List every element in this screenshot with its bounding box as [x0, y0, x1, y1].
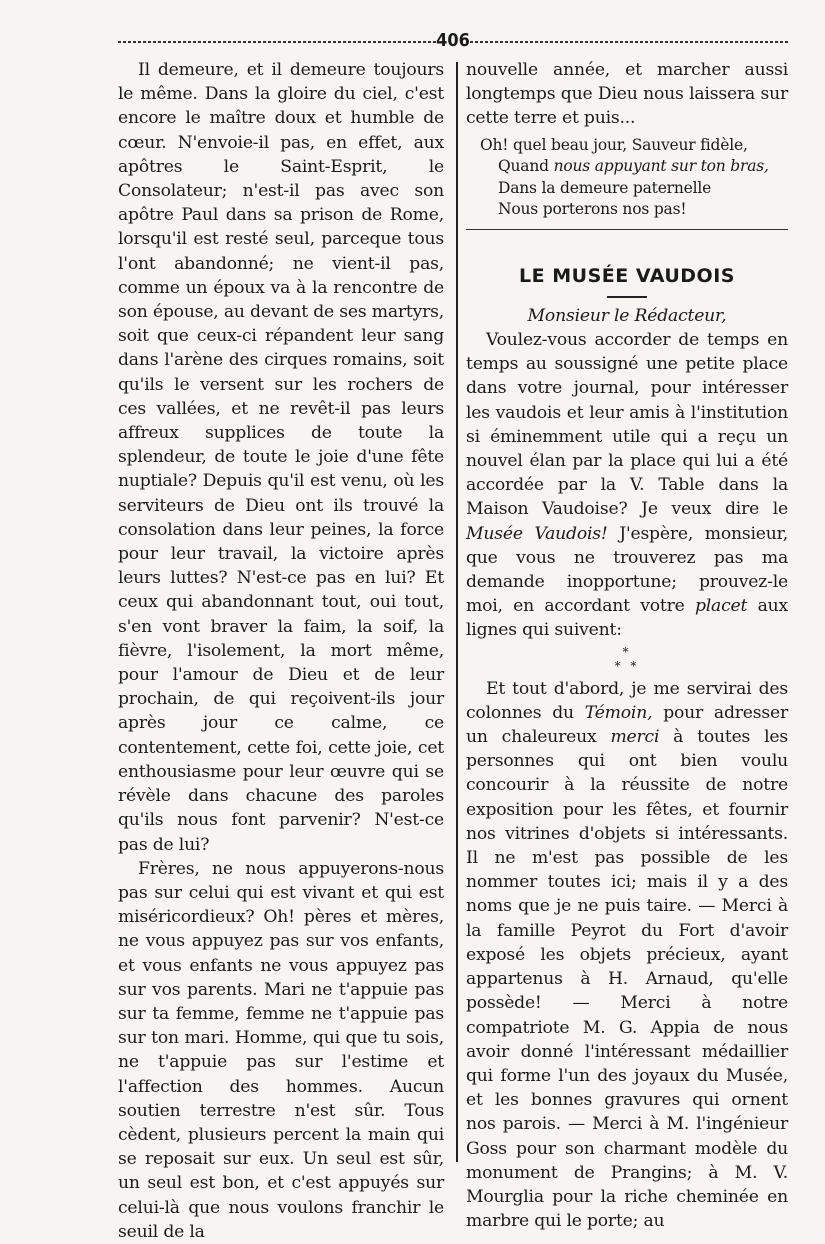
- section-title: LE MUSÉE VAUDOIS: [519, 264, 735, 287]
- hymn-verse: [480, 135, 788, 221]
- section-separator-stars: [466, 645, 788, 673]
- verse-line-2-italic: nous appuyant sur ton bras,: [553, 157, 769, 176]
- p2-text-c: à toutes les personnes qui ont bien voulu concourir à la réussite de notre exposition pour les fêtes, et fournir nos vitrines d'objets si intéressants. Il ne m'est pas possible de les nommer toutes ici; mais il y a des noms que je ne puis taire. — Merci à la famille Peyrot du Fort d'avoir exposé les objets précieux, ayant appartenus à H. Arnaud, qu'elle possède! — Merci à notre compatriote M. G. Appia de nous avoir donné l'intéressant médaillier qui forme l'un des joyaux du Musée, et les bonnes gravures qui ornent nos parois. — Merci à M. l'ingénieur Goss pour son charmant modèle du monument de Prangins; à M. V. Mourglia pour la riche cheminée en marbre qui le porte; au: [466, 727, 788, 1232]
- verse-rule: [466, 229, 788, 230]
- p2-text-b: pour adresser un chaleureux: [466, 702, 788, 748]
- header-rule-left: [118, 41, 436, 43]
- page-header: [118, 30, 788, 50]
- verse-line-4: Nous porterons nos pas!: [498, 200, 687, 219]
- verse-line-2: [480, 156, 788, 178]
- right-paragraph-2: [466, 677, 788, 1234]
- header-rule-right: [470, 41, 788, 43]
- right-column: [466, 58, 788, 1233]
- p1-text-c: aux lignes qui suivent:: [466, 596, 788, 641]
- p1-text-a: Voulez-vous accorder de temps en temps au soussigné une petite place dans votre journal, pour intéresser les vaudois et leur amis à l'institution si éminemment utile qui a reçu un nouvel élan par la place qui lui a été accordée par la V. Table dans la Maison Vaudoise? Je veux dire le: [466, 330, 788, 520]
- left-paragraph-2: Frères, ne nous appuyerons-nous pas sur celui qui est vivant et qui est miséricordieux? Oh! pères et mères, ne vous appuyez pas sur vos enfants, et vous enfants ne vous appuyez pas sur vos parents. Mari ne t'appuie pas sur ta femme, femme ne t'appuie pas sur ton mari. Homme, qui que tu sois, ne t'appuie pas sur l'estime et l'affection des hommes. Aucun soutien terrestre n'est sûr. Tous cèdent, plusieurs percent la main qui se reposait sur eux. Un seul est sûr, un seul est bon, et c'est appuyés sur celui-là que nous voulons franchir le seuil de la: [118, 858, 444, 1242]
- right-paragraph-1: [466, 328, 788, 643]
- verse-line-1: Oh! quel beau jour, Sauveur fidèle,: [480, 135, 748, 154]
- p1-text-b: J'espère, monsieur, que vous ne trouverez pas ma demande inopportune; prouvez-le moi, en accordant votre: [466, 523, 788, 617]
- left-paragraph-1: Il demeure, et il demeure toujours le même. Dans la gloire du ciel, c'est encore le maître doux et humble de cœur. N'envoie-il pas, en effet, aux apôtres le Saint-Esprit, le Consolateur; n'est-il pas avec son apôtre Paul dans sa prison de Rome, lorsqu'il est resté seul, parceque tous l'ont abandonné; ne vient-il pas, comme un époux va à la rencontre de son épouse, au devant de ses martyrs, soit que ceux-ci répandent leur sang dans l'arène des cirques romains, soit qu'ils le versent sur les rochers de ces vallées, et ne revêt-il pas leurs affreux supplices de toute la splendeur, de toute le joie d'une fête nuptiale? Depuis qu'il est venu, où les serviteurs de Dieu ont ils trouvé la consolation dans leur peines, la force pour leur travail, la victoire après leurs luttes? N'est-ce pas en lui? Et ceux qui abandonnant tout, oui tout, s'en vont braver la faim, la soif, la fièvre, l'isolement, la mort même, pour l'amour de Dieu et de leur prochain, de qui reçoivent-ils jour après jour ce calme, ce contentement, cette foi, cette joie, cet enthousiasme pour leur œuvre qui se révèle dans chacune des paroles qu'ils nous font parvenir? N'est-ce pas de lui?: [118, 60, 444, 855]
- p2-italic-merci: merci: [610, 727, 660, 748]
- p2-italic-temoin: Témoin,: [584, 702, 653, 723]
- title-rule: [607, 296, 647, 298]
- right-continued-paragraph: nouvelle année, et marcher aussi longtemps que Dieu nous laissera sur cette terre et puis...: [466, 60, 788, 129]
- salutation: Monsieur le Rédacteur,: [527, 305, 727, 326]
- p1-italic-placet: placet: [694, 596, 748, 617]
- p1-italic-musee: Musée Vaudois!: [466, 523, 608, 544]
- left-column: [118, 58, 444, 1244]
- verse-line-3: Dans la demeure paternelle: [498, 178, 712, 197]
- p2-text-a: Et tout d'abord, je me servirai des colonnes du: [466, 678, 788, 723]
- star-row: * *: [614, 658, 640, 673]
- page-number: 406: [436, 30, 470, 51]
- star-top: *: [622, 644, 632, 659]
- verse-line-2-text: Quand: [498, 157, 554, 176]
- column-divider: [456, 62, 458, 1162]
